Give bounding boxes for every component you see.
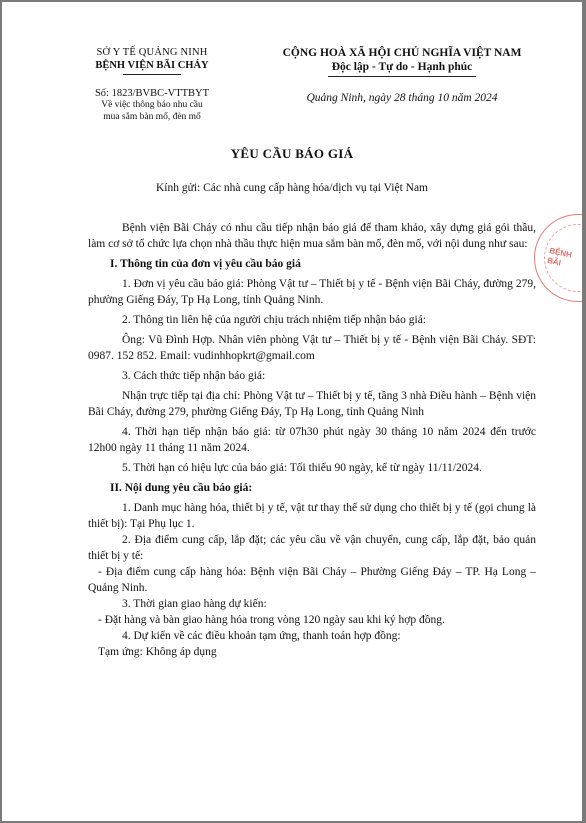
section-1-heading: I. Thông tin của đơn vị yêu cầu báo giá [110,258,301,270]
section-2-item-2-detail: - Địa điểm cung cấp hàng hóa: Bệnh viện Bãi Cháy – Phường Giếng Đáy – TP. Hạ Long – Quảng Ninh. [88,566,536,594]
national-header [264,46,540,77]
document-body [88,220,536,660]
section-2-item-2: 2. Địa điểm cung cấp, lắp đặt; các yêu cầu về vận chuyển, cung cấp, lắp đặt, bảo quản thiết bị y tế: [88,534,536,562]
document-title: YÊU CẦU BÁO GIÁ [230,146,354,161]
issuer-block [82,46,222,123]
document-date: Quảng Ninh, ngày 28 tháng 10 năm 2024 [306,92,498,104]
document-page [2,2,582,821]
document-number: Số: 1823/BVBC-VTTBYT [94,88,210,99]
national-motto: Độc lập - Tự do - Hạnh phúc [331,61,473,73]
section-2-item-3: 3. Thời gian giao hàng dự kiến: [122,598,267,610]
issuing-org: BỆNH VIỆN BÃI CHÁY [95,60,209,71]
section-1-item-3-detail: Nhận trực tiếp tại địa chỉ: Phòng Vật tư – Thiết bị y tế, tầng 3 nhà Điều hành – Bệnh viện Bãi Cháy, đường 279, phường Giếng Đáy, Tp Hạ Long, tỉnh Quảng Ninh [88,390,536,418]
section-2-item-4-detail: Tạm ứng: Không áp dụng [98,646,217,658]
section-2-item-1: 1. Danh mục hàng hóa, thiết bị y tế, vật tư thay thế sử dụng cho thiết bị y tế (gọi chung là thiết bị): Tại Phụ lục 1. [88,502,536,530]
issuer-underline [123,74,181,75]
seal-text-line-1: BỆNH [548,246,573,260]
section-1-item-4: 4. Thời hạn tiếp nhận báo giá: từ 07h30 phút ngày 30 tháng 10 năm 2024 đến trước 12h00 ngày 11 tháng 11 năm 2024. [88,426,536,454]
motto-underline [328,76,476,77]
section-1-item-3: 3. Cách thức tiếp nhận báo giá: [122,370,266,382]
section-2-item-3-detail: - Đặt hàng và bàn giao hàng hóa trong vòng 120 ngày sau khi ký hợp đồng. [98,614,445,626]
greeting: Kính gửi: Các nhà cung cấp hàng hóa/dịch vụ tại Việt Nam [156,182,428,194]
section-1-item-2: 2. Thông tin liên hệ của người chịu trách nhiệm tiếp nhận báo giá: [122,314,426,326]
nation-title: CỘNG HOÀ XÃ HỘI CHỦ NGHĨA VIỆT NAM [282,47,522,59]
seal-text-line-2: BÃI [546,255,562,268]
subject-line-2: mua sắm bàn mổ, đèn mổ [103,111,201,122]
parent-org: SỞ Y TẾ QUẢNG NINH [96,47,208,58]
section-1-item-5: 5. Thời hạn có hiệu lực của báo giá: Tối thiểu 90 ngày, kể từ ngày 11/11/2024. [122,462,482,474]
intro-paragraph: Bệnh viện Bãi Cháy có nhu cầu tiếp nhận báo giá để tham khảo, xây dựng giá gói thầu, làm cơ sở tổ chức lựa chọn nhà thầu thực hiện mua sắm bàn mổ, đèn mổ, với nội dung như sau: [88,222,536,250]
section-2-item-4: 4. Dự kiến về các điều khoản tạm ứng, thanh toán hợp đồng: [122,630,401,642]
section-1-item-2-detail: Ông: Vũ Đình Hợp. Nhân viên phòng Vật tư – Thiết bị y tế - Bệnh viện Bãi Cháy. SĐT: 0987. 152 852. Email: vudinhhopkrt@gmail.com [88,334,536,362]
section-2-heading: II. Nội dung yêu cầu báo giá: [110,482,253,494]
subject-line-1: Về việc thông báo nhu cầu [101,100,203,110]
section-1-item-1: 1. Đơn vị yêu cầu báo giá: Phòng Vật tư – Thiết bị y tế - Bệnh viện Bãi Cháy, đường 279, phường Giếng Đáy, Tp Hạ Long, tỉnh Quảng Ninh. [88,278,536,306]
